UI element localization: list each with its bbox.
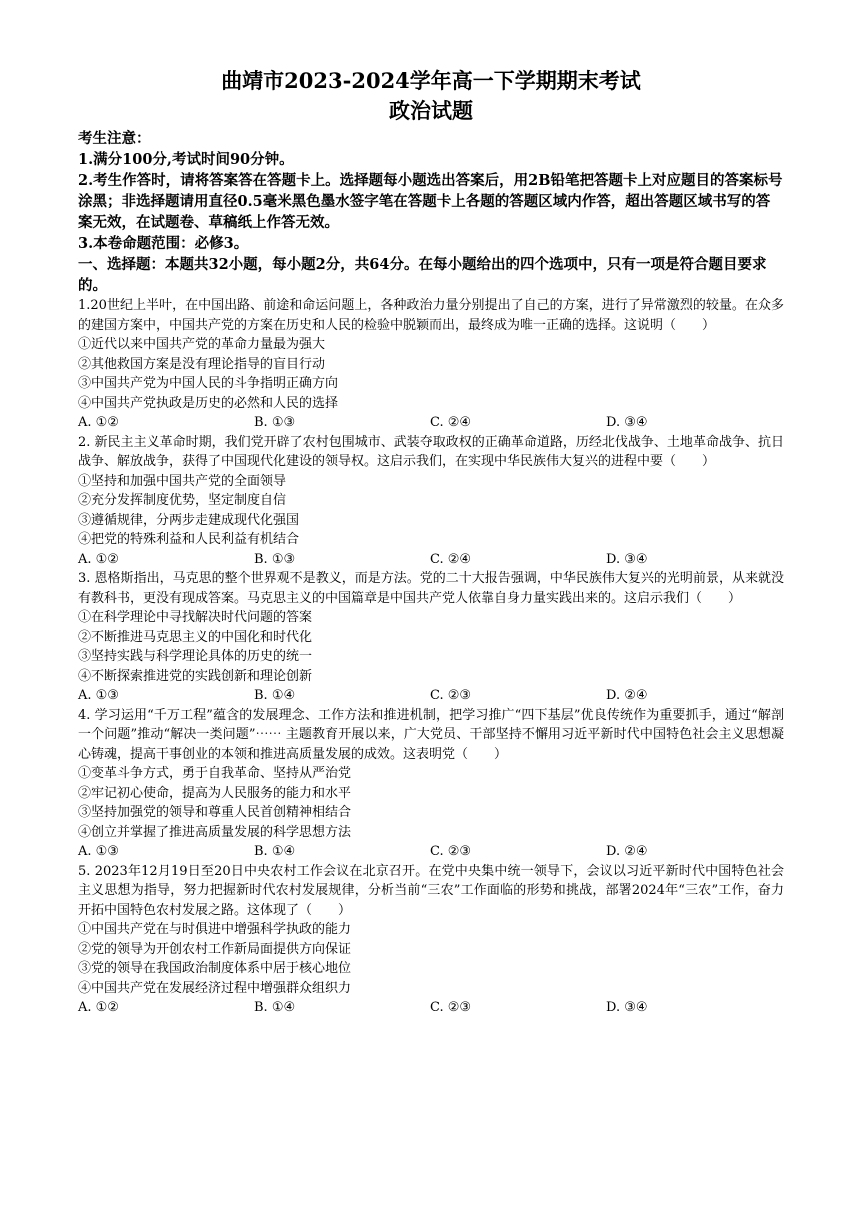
exam-title: 曲靖市2023-2024学年高一下学期期末考试 (221, 68, 641, 93)
section-heading: 一、选择题：本题共32小题，每小题2分，共64分。在每小题给出的四个选项中，只有一项是符合题目要求的。 (78, 256, 767, 294)
question-1 (78, 296, 784, 433)
question-option: ④中国共产党在发展经济过程中增强群众组织力 (78, 980, 352, 996)
answer-choice-c: C. ②③ (430, 688, 472, 703)
answer-choice-a: A. ①② (78, 551, 119, 567)
question-stem: 5. 2023年12月19日至20日中央农村工作会议在北京召开。在党中央集中统一领导下，会议以习近平新时代中国特色社会主义思想为指导，努力把握新时代农村发展规律，分析当前“三农”工作面临的形势和挑战，部署2024年“三农”工作，奋力开拓中国特色农村发展之路。这体现了（ ） (78, 863, 784, 918)
answer-choices (78, 413, 784, 433)
question-4 (78, 706, 784, 862)
answer-choice-a: A. ①③ (78, 844, 119, 859)
exam-subtitle: 政治试题 (389, 98, 473, 123)
question-stem: 4. 学习运用“千万工程”蕴含的发展理念、工作方法和推进机制，把学习推广“四下基层”优良传统作为重要抓手，通过“解剖一个问题”推动“解决一类问题”⋯⋯ 主题教育开展以来，广大党员、干部坚持不懈用习近平新时代中国特色社会主义思想凝心铸魂，提高干事创业的本领和推进高质量发展的成效。这表明党（ ） (78, 707, 784, 762)
exam-page (78, 66, 784, 1018)
answer-choice-a: A. ①② (78, 415, 119, 430)
question-option: ④中国共产党执政是历史的必然和人民的选择 (78, 395, 339, 411)
question-3 (78, 569, 784, 706)
question-option: ②党的领导为开创农村工作新局面提供方向保证 (78, 941, 352, 957)
answer-choice-c: C. ②③ (430, 844, 472, 859)
answer-choices (78, 998, 784, 1018)
notice-block (78, 128, 784, 254)
question-option: ①中国共产党在与时俱进中增强科学执政的能力 (78, 922, 352, 937)
question-option: ③坚持实践与科学理论具体的历史的统一 (78, 649, 313, 664)
question-stem: 2. 新民主主义革命时期，我们党开辟了农村包围城市、武装夺取政权的正确革命道路，历经北伐战争、土地革命战争、抗日战争、解放战争，获得了中国现代化建设的领导权。这启示我们，在实现中华民族伟大复兴的进程中要（ ） (78, 434, 784, 469)
answer-choice-d: D. ②④ (606, 844, 648, 859)
answer-choice-d: D. ③④ (606, 551, 648, 567)
question-option: ④创立并掌握了推进高质量发展的科学思想方法 (78, 824, 352, 840)
answer-choice-b: B. ①④ (254, 688, 296, 703)
answer-choice-d: D. ③④ (606, 1000, 648, 1015)
question-2 (78, 433, 784, 570)
answer-choice-a: A. ①③ (78, 688, 119, 703)
question-option: ①近代以来中国共产党的革命力量最为强大 (78, 337, 326, 352)
question-option: ①变革斗争方式，勇于自我革命、坚持从严治党 (78, 766, 352, 781)
question-5 (78, 862, 784, 1018)
answer-choice-c: C. ②④ (430, 551, 472, 567)
answer-choice-b: B. ①③ (254, 551, 296, 567)
notice-heading: 考生注意： (78, 130, 151, 147)
question-option: ③党的领导在我国政治制度体系中居于核心地位 (78, 961, 352, 976)
notice-item: 2.考生作答时，请将答案答在答题卡上。选择题每小题选出答案后，用2B铅笔把答题卡上对应题目的答案标号涂黑；非选择题请用直径0.5毫米黑色墨水签字笔在答题卡上各题的答题区域内作答，超出答题区域书写的答案无效，在试题卷、草稿纸上作答无效。 (78, 172, 783, 231)
question-stem: 3. 恩格斯指出，马克思的整个世界观不是教义，而是方法。党的二十大报告强调，中华民族伟大复兴的光明前景，从来就没有教科书，更没有现成答案。马克思主义的中国篇章是中国共产党人依靠自身力量实践出来的。这启示我们（ ） (78, 571, 784, 606)
question-option: ③中国共产党为中国人民的斗争指明正确方向 (78, 376, 339, 391)
question-option: ①坚持和加强中国共产党的全面领导 (78, 473, 287, 489)
question-option: ②其他救国方案是没有理论指导的盲目行动 (78, 356, 326, 372)
answer-choice-a: A. ①② (78, 1000, 119, 1015)
answer-choice-d: D. ②④ (606, 688, 648, 703)
answer-choices (78, 842, 784, 862)
question-stem: 1.20世纪上半叶，在中国出路、前途和命运问题上，各种政治力量分别提出了自己的方案，进行了异常激烈的较量。在众多的建国方案中，中国共产党的方案在历史和人民的检验中脱颖而出，最终成为唯一正确的选择。这说明（ ） (78, 298, 784, 333)
question-option: ①在科学理论中寻找解决时代问题的答案 (78, 610, 313, 625)
answer-choice-b: B. ①④ (254, 1000, 296, 1015)
answer-choices (78, 686, 784, 706)
question-option: ④不断探索推进党的实践创新和理论创新 (78, 668, 313, 684)
notice-item: 1.满分100分,考试时间90分钟。 (78, 151, 294, 168)
answer-choice-b: B. ①④ (254, 844, 296, 859)
question-option: ②牢记初心使命，提高为人民服务的能力和水平 (78, 785, 352, 801)
notice-item: 3.本卷命题范围：必修3。 (78, 235, 249, 252)
question-option: ③坚持加强党的领导和尊重人民首创精神相结合 (78, 805, 352, 820)
question-option: ③遵循规律，分两步走建成现代化强国 (78, 512, 300, 528)
answer-choice-b: B. ①③ (254, 415, 296, 430)
question-option: ②充分发挥制度优势，坚定制度自信 (78, 493, 287, 508)
answer-choices (78, 550, 784, 570)
question-option: ②不断推进马克思主义的中国化和时代化 (78, 629, 313, 645)
question-option: ④把党的特殊利益和人民利益有机结合 (78, 532, 300, 547)
answer-choice-c: C. ②④ (430, 415, 472, 430)
answer-choice-c: C. ②③ (430, 1000, 472, 1015)
answer-choice-d: D. ③④ (606, 415, 648, 430)
